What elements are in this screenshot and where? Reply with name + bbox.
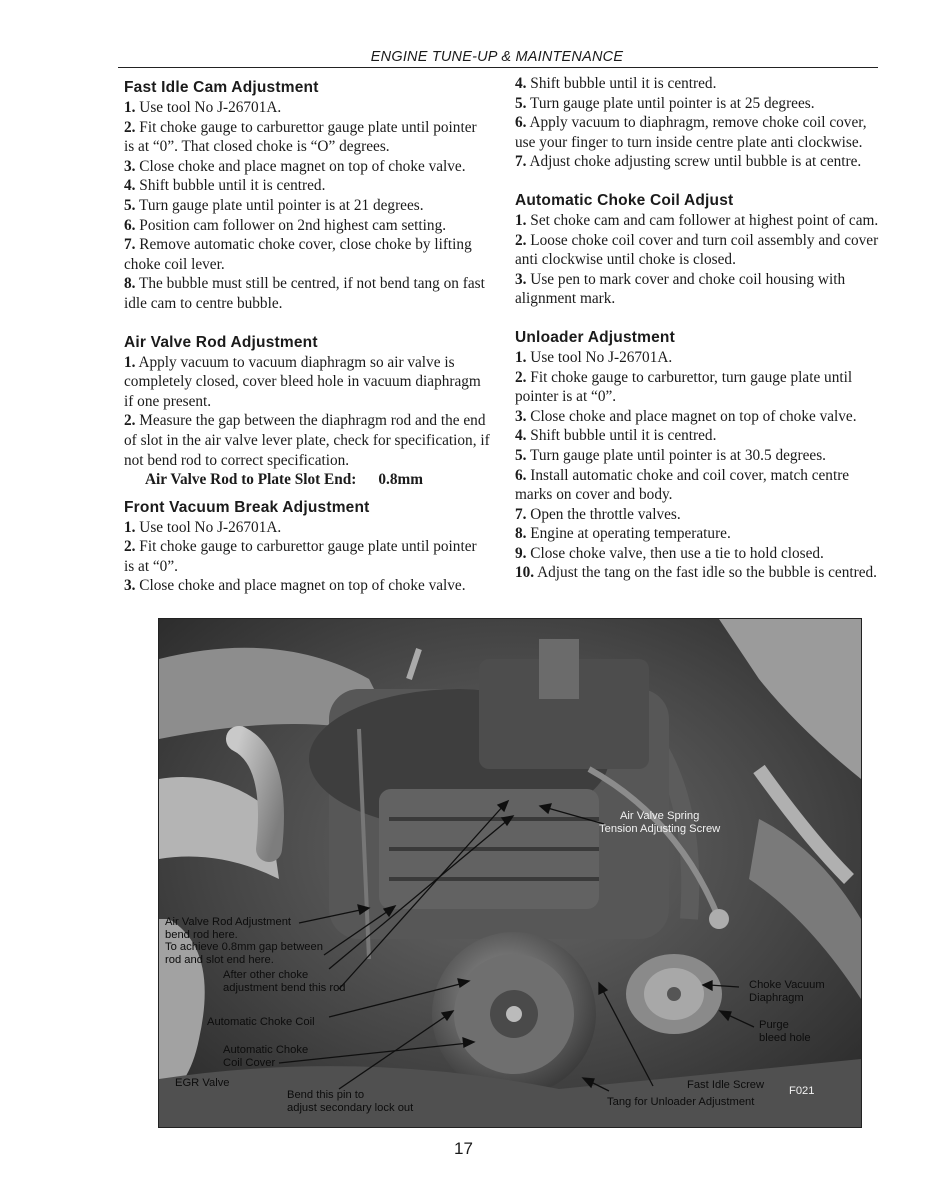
step-item (124, 157, 490, 177)
step-text: Shift bubble until it is centred. (135, 177, 326, 195)
step-item (515, 348, 881, 368)
label-rod-adjustment: Air Valve Rod Adjustment bend rod here. (165, 916, 292, 941)
step-item (515, 524, 881, 544)
label-unloader-tang: Tang for Unloader Adjustment (607, 1096, 755, 1108)
step-item (124, 216, 490, 236)
step-text: Adjust the tang on the fast idle so the bubble is centred. (534, 564, 877, 582)
step-number: 2. (124, 412, 136, 430)
label-gap: To achieve 0.8mm gap between rod and slot end here. (165, 941, 323, 966)
step-item (515, 466, 881, 505)
step-number: 2. (124, 538, 136, 556)
carburettor-photo (158, 618, 862, 1128)
label-fast-idle-screw: Fast Idle Screw (687, 1079, 765, 1091)
step-item (515, 74, 881, 94)
step-text: Turn gauge plate until pointer is at 25 degrees. (526, 94, 815, 112)
step-text: Close choke and place magnet on top of choke valve. (135, 577, 466, 595)
step-item (515, 231, 881, 270)
step-item (124, 353, 490, 412)
fast-idle-steps (124, 98, 490, 314)
step-number: 2. (515, 231, 527, 249)
step-number: 7. (515, 505, 527, 523)
step-text: Position cam follower on 2nd highest cam setting. (135, 216, 447, 234)
front-vacuum-title: Front Vacuum Break Adjustment (124, 498, 370, 516)
label-spring-screw: Air Valve Spring Tension Adjusting Screw (599, 810, 721, 835)
label-purge-hole: Purge bleed hole (759, 1019, 811, 1044)
step-item (124, 274, 490, 313)
air-valve-spec (124, 470, 490, 490)
front-vacuum-steps (124, 518, 490, 596)
label-vacuum-diaphragm: Choke Vacuum Diaphragm (749, 979, 825, 1004)
step-text: Use tool No J-26701A. (135, 99, 282, 116)
step-text: Remove automatic choke cover, close choke by lifting choke coil lever. (124, 236, 472, 273)
step-item (515, 407, 881, 427)
step-text: Apply vacuum to diaphragm, remove choke coil cover, use your finger to turn inside centre plate anti clockwise. (515, 114, 867, 151)
step-number: 6. (124, 216, 136, 234)
step-number: 4. (124, 177, 136, 195)
step-number: 7. (515, 153, 527, 171)
step-item (124, 176, 490, 196)
step-text: Set choke cam and cam follower at highest point of cam. (526, 211, 879, 229)
header-rule (118, 67, 878, 68)
step-text: Engine at operating temperature. (526, 525, 731, 543)
step-item (515, 113, 881, 152)
air-valve-title: Air Valve Rod Adjustment (124, 333, 318, 351)
step-text: Fit choke gauge to carburettor, turn gauge plate until pointer is at “0”. (515, 368, 853, 406)
step-item (124, 98, 490, 118)
step-number: 5. (124, 196, 136, 214)
step-number: 3. (124, 157, 136, 175)
step-number: 1. (124, 99, 136, 116)
left-column (124, 78, 490, 596)
step-number: 4. (515, 75, 527, 92)
step-text: Close choke and place magnet on top of choke valve. (135, 157, 466, 175)
step-item (124, 518, 490, 538)
step-item (124, 411, 490, 470)
spec-value: 0.8mm (378, 471, 423, 489)
step-item (515, 94, 881, 114)
fast-idle-title: Fast Idle Cam Adjustment (124, 79, 319, 96)
step-item (124, 576, 490, 596)
step-text: Use tool No J-26701A. (526, 348, 673, 366)
step-item (124, 235, 490, 274)
label-coil-cover: Automatic Choke Coil Cover (223, 1044, 309, 1069)
step-item (515, 544, 881, 564)
label-after-choke: After other choke adjustment bend this rod (223, 969, 346, 994)
step-number: 8. (124, 275, 136, 293)
step-number: 5. (515, 446, 527, 464)
step-number: 8. (515, 525, 527, 543)
step-number: 4. (515, 427, 527, 445)
running-header: ENGINE TUNE-UP & MAINTENANCE (370, 49, 624, 65)
step-text: Shift bubble until it is centred. (526, 75, 717, 92)
page-number: 17 (454, 1139, 473, 1158)
step-text: The bubble must still be centred, if not bend tang on fast idle cam to centre bubble. (124, 275, 485, 312)
step-number: 3. (124, 577, 136, 595)
step-text: Fit choke gauge to carburettor gauge plate until pointer is at “0”. (124, 538, 477, 575)
step-text: Use tool No J-26701A. (135, 518, 282, 536)
step-number: 6. (515, 466, 527, 484)
step-number: 1. (515, 348, 527, 366)
step-text: Turn gauge plate until pointer is at 30.5 degrees. (526, 446, 826, 464)
step-item (515, 152, 881, 172)
label-secondary-lockout: Bend this pin to adjust secondary lock out (287, 1089, 414, 1114)
step-number: 9. (515, 544, 527, 562)
step-item (515, 426, 881, 446)
unloader-steps (515, 348, 881, 583)
step-number: 1. (515, 211, 527, 229)
step-text: Close choke valve, then use a tie to hold closed. (526, 544, 824, 562)
step-number: 10. (515, 564, 535, 582)
auto-choke-title: Automatic Choke Coil Adjust (515, 191, 734, 209)
step-text: Fit choke gauge to carburettor gauge plate until pointer is at “0”. That closed choke is “O” degrees. (124, 118, 477, 156)
step-item (515, 270, 881, 309)
step-text: Adjust choke adjusting screw until bubble is at centre. (526, 153, 862, 171)
step-number: 1. (124, 518, 136, 536)
step-number: 2. (124, 118, 136, 136)
spec-label: Air Valve Rod to Plate Slot End: (145, 471, 357, 489)
auto-choke-steps (515, 211, 881, 309)
step-number: 3. (515, 270, 527, 288)
step-text: Apply vacuum to vacuum diaphragm so air valve is completely closed, cover bleed hole in vacuum diaphragm if one present. (124, 353, 481, 410)
step-text: Install automatic choke and coil cover, match centre marks on cover and body. (515, 466, 850, 504)
step-text: Close choke and place magnet on top of choke valve. (526, 407, 857, 425)
step-item (515, 563, 881, 583)
step-item (515, 211, 881, 231)
figure-code: F021 (789, 1085, 815, 1097)
step-item (124, 537, 490, 576)
step-text: Use pen to mark cover and choke coil housing with alignment mark. (515, 270, 846, 308)
step-item (124, 118, 490, 157)
step-text: Loose choke coil cover and turn coil assembly and cover anti clockwise until choke is closed. (515, 231, 879, 269)
label-egr-valve: EGR Valve (175, 1077, 230, 1089)
unloader-title: Unloader Adjustment (515, 328, 675, 346)
step-item (515, 368, 881, 407)
step-number: 3. (515, 407, 527, 425)
step-number: 5. (515, 94, 527, 112)
right-column (515, 74, 881, 583)
step-text: Turn gauge plate until pointer is at 21 degrees. (135, 196, 424, 214)
step-text: Open the throttle valves. (526, 505, 681, 523)
air-valve-steps (124, 353, 490, 471)
step-number: 2. (515, 368, 527, 386)
step-item (515, 446, 881, 466)
step-item (515, 505, 881, 525)
front-vacuum-continued (515, 74, 881, 172)
step-text: Measure the gap between the diaphragm rod and the end of slot in the air valve lever plate, check for specification, if not bend rod to correct specification. (124, 412, 490, 469)
step-number: 7. (124, 236, 136, 254)
step-text: Shift bubble until it is centred. (526, 427, 717, 445)
label-choke-coil: Automatic Choke Coil (207, 1016, 315, 1028)
step-number: 1. (124, 353, 136, 371)
step-item (124, 196, 490, 216)
step-number: 6. (515, 114, 527, 132)
